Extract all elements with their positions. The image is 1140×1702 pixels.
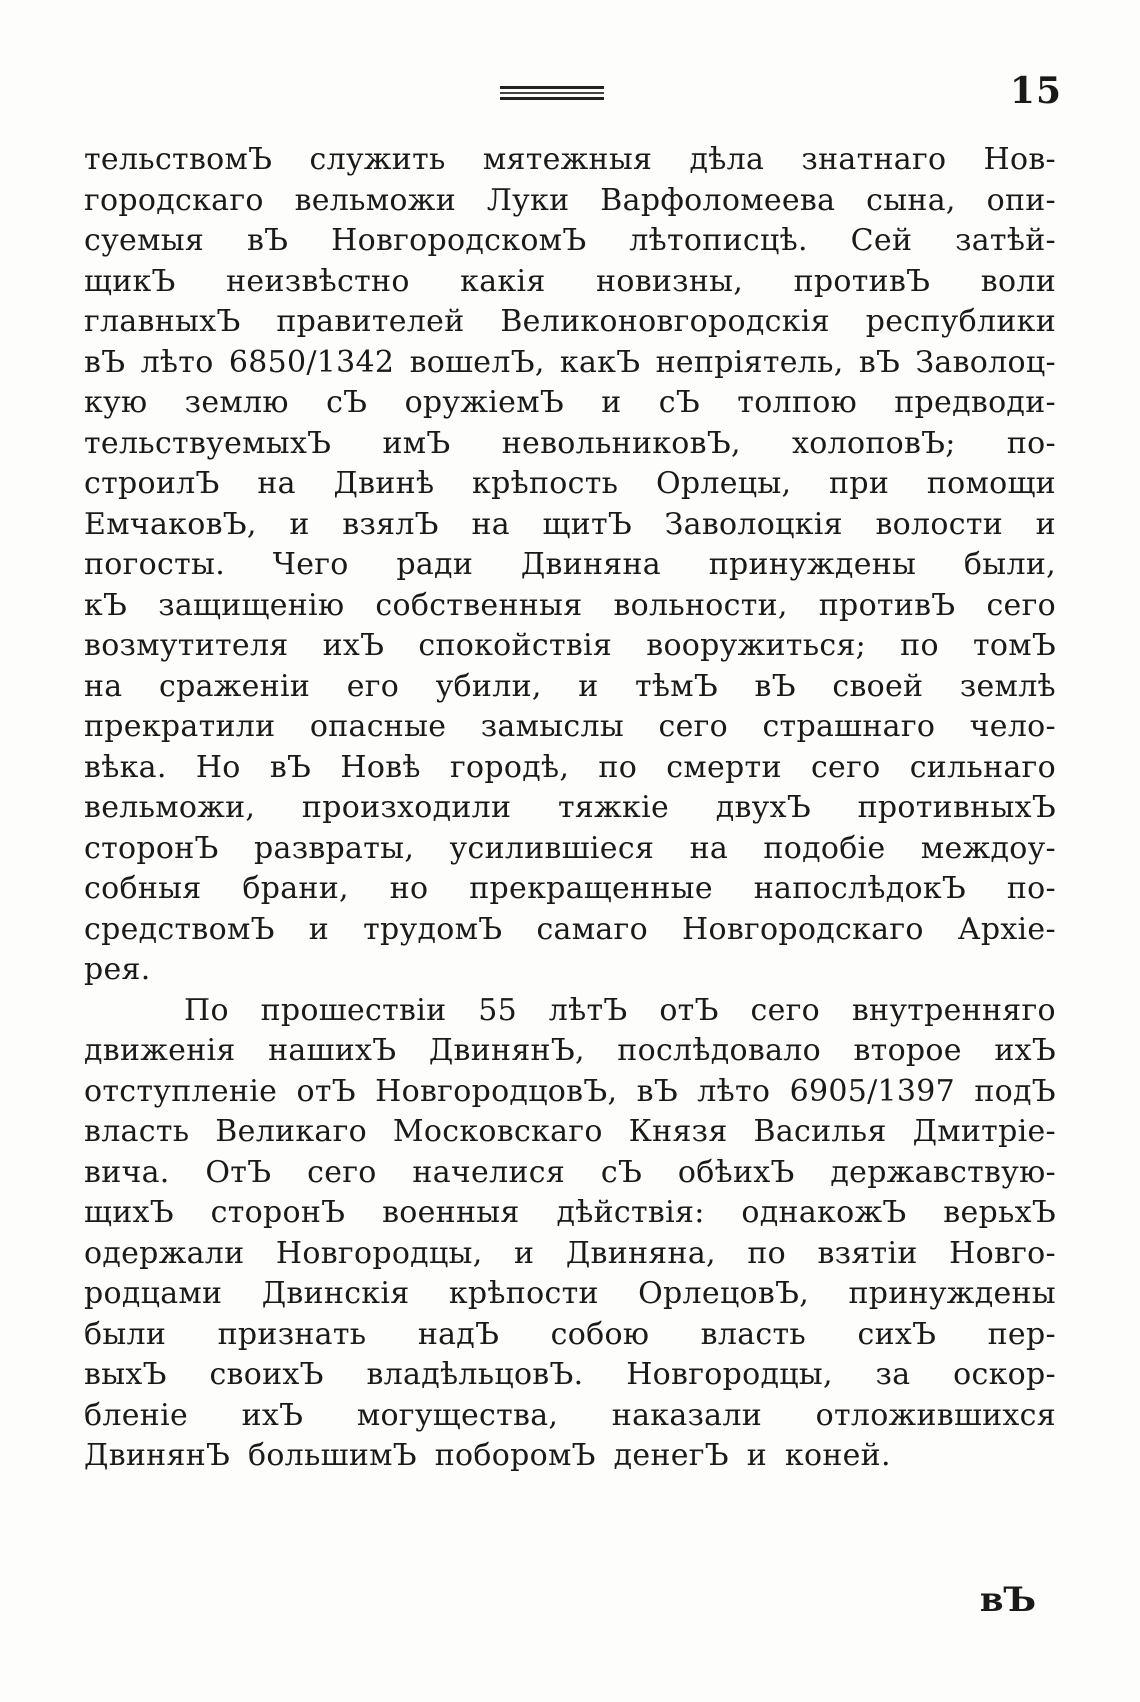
text-line: возмутителя ихЪ спокойствія вооружиться; по томЪ — [84, 628, 1056, 663]
text-line: движенія нашихЪ ДвинянЪ, послѣдовало второе ихЪ — [84, 1033, 1056, 1068]
text-line: вича. ОтЪ сего начелися сЪ обѣихЪ державствую- — [84, 1154, 1056, 1190]
text-line: суемыя вЪ НовгородскомЪ лѣтописцѣ. Сей затѣй- — [84, 223, 1056, 258]
text-line: одержали Новгородцы, и Двиняна, по взятіи Новго- — [84, 1235, 1056, 1271]
text-line: средствомЪ и трудомЪ самаго Новгородскаго Архіе- — [84, 911, 1056, 947]
text-line: кЪ защищенію собственныя вольности, противЪ сего — [84, 587, 1056, 623]
text-line: щихЪ сторонЪ военныя дѣйствія: однакожЪ верьхЪ — [84, 1195, 1056, 1230]
text-line: кую землю сЪ оружіемЪ и сЪ толпою предводи- — [84, 385, 1056, 420]
text-line: строилЪ на Двинѣ крѣпость Орлецы, при помощи — [84, 466, 1056, 501]
text-line: сторонЪ развраты, усилившіеся на подобіе междоу- — [84, 830, 1056, 866]
paragraph-2 — [84, 991, 1056, 1477]
text-line: щикЪ неизвѣстно какія новизны, противЪ воли — [84, 263, 1056, 299]
text-line: вѣка. Но вЪ Новѣ городѣ, по смерти сего сильнаго — [84, 749, 1056, 785]
text-line: отступленіе отЪ НовгородцовЪ, вЪ лѣто 6905/1397 подЪ — [84, 1073, 1056, 1109]
text-line: ЕмчаковЪ, и взялЪ на щитЪ Заволоцкія волости и — [84, 506, 1056, 542]
page-number: 15 — [1009, 70, 1062, 112]
text-line: вЪ лѣто 6850/1342 вошелЪ, какЪ непріятель, вЪ Заволоц- — [84, 344, 1056, 380]
text-line: прекратили опасные замыслы сего страшнаго чело- — [84, 709, 1056, 744]
body-text — [84, 140, 1056, 1477]
text-line: главныхЪ правителей Великоновгородскія республики — [84, 304, 1056, 339]
text-line: на сраженіи его убили, и тѣмЪ вЪ своей землѣ — [84, 668, 1056, 704]
text-line: собныя брани, но прекращенные напослѣдокЪ по- — [84, 871, 1056, 906]
text-line: были признать надЪ собою власть сихЪ пер- — [84, 1316, 1056, 1352]
text-line: ДвинянЪ большимЪ поборомЪ денегЪ и коней. — [84, 1438, 891, 1473]
text-line: вельможи, произходили тяжкіе двухЪ противныхЪ — [84, 790, 1056, 825]
text-line: родцами Двинскія крѣпости ОрлецовЪ, принуждены — [84, 1276, 1056, 1311]
catchword: вЪ — [979, 1580, 1036, 1620]
header-ornament-rule — [500, 86, 604, 100]
paragraph-1 — [84, 140, 1056, 991]
text-line: городскаго вельможи Луки Варфоломеева сына, опи- — [84, 182, 1056, 218]
text-line: тельствомЪ служить мятежныя дѣла знатнаго Нов- — [84, 142, 1056, 177]
text-line: По прошествіи 55 лѣтЪ отЪ сего внутренняго — [184, 992, 1056, 1028]
text-line: бленіе ихЪ могущества, наказали отложившихся — [84, 1397, 1056, 1433]
text-line: погосты. Чего ради Двиняна принуждены были, — [84, 547, 1056, 582]
text-line: рея. — [84, 952, 151, 987]
text-line: власть Великаго Московскаго Князя Василья Дмитріе- — [84, 1114, 1056, 1149]
text-line: выхЪ своихЪ владѣльцовЪ. Новгородцы, за оскор- — [84, 1357, 1056, 1392]
text-line: тельствуемыхЪ имЪ невольниковЪ, холоповЪ; по- — [84, 425, 1056, 461]
